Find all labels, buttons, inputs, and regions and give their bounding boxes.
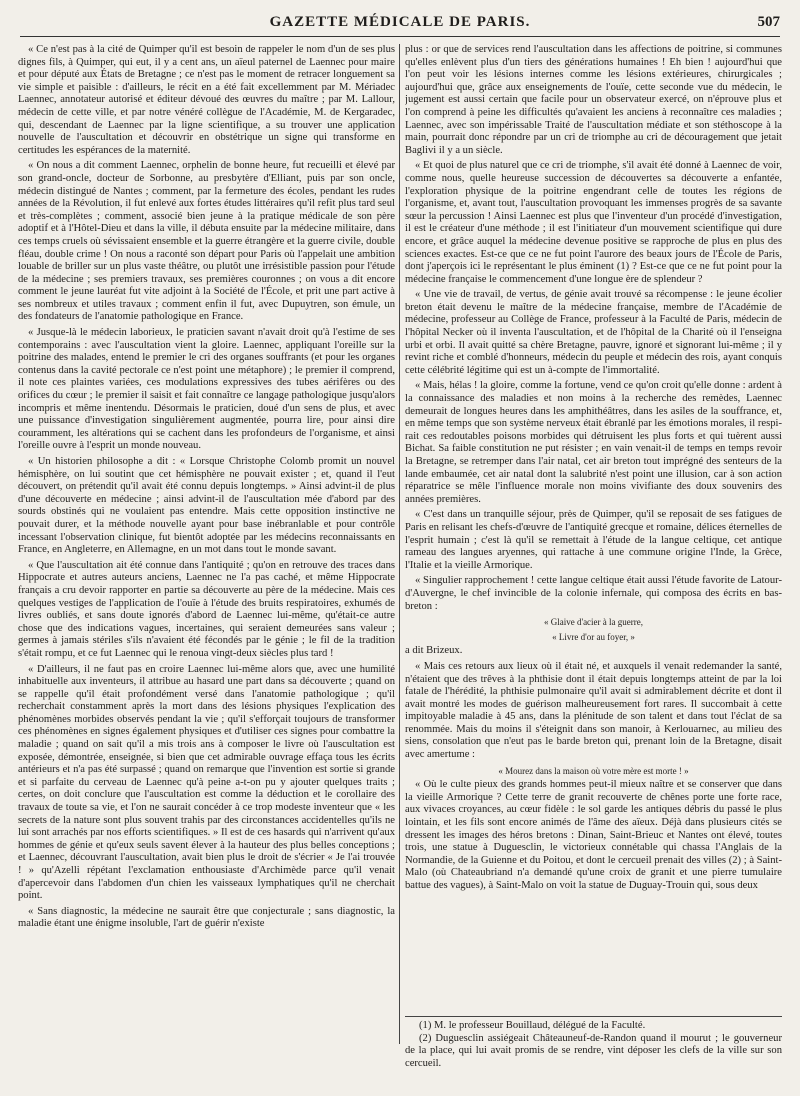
running-head: [20, 14, 780, 37]
paragraph: a dit Brizeux.: [405, 645, 463, 657]
paragraph: « Ce n'est pas à la cité de Quimper qu'il est besoin de rappeler le nom d'un de ses plus dignes fils, à Quimper, qui eut, il y a cent ans, un aïeul paternel de Laennec pour maire et pour député aux États de Bretagne ; ce n'est pas le moment de retracer longuement sa vie simple et paisible : d'ailleurs, le récit en a été fait excellemment par M. Mériadec Laennec, annotateur autorisé et éditeur dévoué des œuvres du maître ; par M. Lallour, médecin de cette ville, et par notre vénéré collègue de l'Académie, M. de Kergaradec, qui, descendant de Laennec par la ligne scientifique, a su trouver une application nouvelle de l'auscultation et découvrir en obstétrique un signe qui transforme en certitudes les espérances de la maternité.: [18, 44, 395, 156]
paragraph: « Singulier rapprochement ! cette langue celtique était aussi l'étude favorite de Latour-d'Auvergne, le chef invincible de la colonie infernale, qui composa des écrits en bas-breton :: [405, 575, 782, 612]
left-column: [18, 44, 395, 1044]
paragraph: « C'est dans un tranquille séjour, près de Quimper, qu'il se reposait de ses fatigues de Paris en relisant les chefs-d'œuvre de l'antiquité grecque et romaine, délices éternelles de l'esprit humain ; c'est là qu'il se remettait à l'étude de la langue celtique, cet antique rameau des langues aryennes, qui rattache à une commune origine l'Inde, la Grèce, l'Italie et la vieille Armorique.: [405, 509, 782, 571]
paragraph: « On nous a dit comment Laennec, orphelin de bonne heure, fut recueilli et élevé par son grand-oncle, docteur de Sorbonne, au presbytère d'Elliant, puis par son oncle, médecin distingué de Nantes ; comment, par la fermeture des écoles, pendant les rudes années de la Révolution, il fut enlevé aux fortes études littéraires qu'il refit plus tard seul et très-complètes ; comment, associé bien jeune à la pratique médicale de son père adoptif et à l'Hôtel-Dieu et dans la ville, il débuta ensuite par la médecine militaire, dans ces temps cruels où sévissaient ensemble et la guerre étrangère et la guerre civile, double fléau, double crime ! On nous a raconté son départ pour Paris où l'appelait une ambition louable de briller sur un plus vaste théâtre, ou plutôt une irrésistible passion pour l'étude de la médecine ; ses premiers travaux, ses premières couronnes ; on vous a dit encore comment le jeune lauréat fut vite adjoint à la Société de l'École, et prit une part active à ses nombreux et utiles travaux ; comment enfin il fut, avec Dupuytren, son émule, un des fondateurs de l'anatomie pathologique en France.: [18, 160, 395, 323]
paragraph: « Sans diagnostic, la médecine ne saurait être que conjecturale ; sans diagnostic, la maladie étant une énigme insoluble, l'art de guérir n'existe: [18, 905, 395, 930]
paragraph: plus : or que de services rend l'auscultation dans les affections de poitrine, si communes qu'elles enlèvent plus d'un tiers des générations humaines ! Eh bien ! aujourd'hui que l'on peut voir les lésions internes comme les lésions extérieures, chirurgicales ; aujourd'hui que, grâce aux enseignements de l'ouïe, cette seconde vue du médecin, le jugement est aussi certain que facile pour un observateur exercé, on n'éprouve plus et l'on comprend à peine les difficultés qu'avaient les anciens à reconnaître ces maladies ; Laennec, avec son impérissable Traité de l'auscultation médiate et son stéthoscope à la main, pourrait donc répondre par un cri de triomphe au cri de découragement que jetait Baglivi il y a un siècle.: [405, 44, 782, 156]
page-number: 507: [757, 14, 780, 30]
verse-line: « Glaive d'acier à la guerre,: [543, 617, 644, 628]
footnote: (1) M. le professeur Bouillaud, délégué de la Faculté.: [419, 1020, 646, 1031]
paragraph: « Où le culte pieux des grands hommes peut-il mieux naître et se conserver que dans la vieille Armorique ? Cette terre de granit recouverte de chênes porte une forte race, aux vivaces croyances, au cœur fidèle : le sol garde les antiques débris du passé le plus lointain, et les fils sont encore animés de l'âme des aïeux. Déjà dans plusieurs cités se dressent les images des héros bretons : Dinan, Saint-Brieuc et Nantes ont élevé, toutes trois, une statue à Duguesclin, le victorieux connétable qui chassa l'Anglais de la Normandie, de la Guienne et du Poitou, et dont le cercueil prenait des villes (2) ; à Saint-Malo (où Chateaubriand n'a demandé qu'une croix de granit et une pierre tumulaire battue des vagues), à Saint-Malo on voit la statue de Duguay-Trouin qui, sous deux: [405, 779, 782, 891]
verse-line: « Livre d'or au foyer, »: [552, 631, 635, 642]
paragraph: « Une vie de travail, de vertus, de génie avait trouvé sa récompense : le jeune écolier breton était devenu le maître de la médecine française, membre de l'Académie de médecine, professeur au Collège de France, professeur à la Faculté de Paris, médecin de l'hôpital Necker où il inventa l'auscultation, et de l'hôpital de la Charité où il l'enseigna urbi et orbi. Il avait quitté sa chère Bretagne, pauvre, ignoré et signorant lui-même ; il y revint riche et comblé d'honneurs, médecin du peuple et médecin des rois, ayant conquis cette célébrité légitime qui est un à-compte de l'immortalité.: [405, 289, 782, 376]
footnotes: [405, 1016, 782, 1070]
paragraph: « Jusque-là le médecin laborieux, le praticien savant n'avait droit qu'à l'estime de ses contemporains : avec l'auscultation vient la gloire. Laennec, appliquant l'oreille sur la poitrine des malades, entend le premier le cri des organes souffrants (et pour les organes contenus dans la cavité pectorale ce n'est point une métaphore) ; le premier il comprend, il note ces plaintes variées, ces modulations expressives des tubes aérifères ou des orifices du cœur ; le premier il saisit et fait connaître ce langage pathologique jusqu'alors incompris et même inentendu. Désormais le praticien, doué d'un sens de plus, et avec une puissance d'investigation singulièrement augmentée, pourra lire, pour ainsi dire couramment, les altérations qui se cachent dans les profondeurs de l'organisme, et ainsi l'oreille ouvre à l'esprit un monde nouveau.: [18, 327, 395, 452]
column-divider: [399, 44, 400, 1044]
right-column: [405, 44, 782, 1044]
footnote: (2) Duguesclin assiégeait Châteauneuf-de-Randon quand il mourut ; le gouverneur de la place, qui lui avait promis de se rendre, vint déposer les clefs de la ville sur son cercueil.: [405, 1032, 782, 1069]
paragraph: « D'ailleurs, il ne faut pas en croire Laennec lui-même alors que, avec une humilité inhabituelle aux inventeurs, il attribue au hasard une part dans sa découverte ; quand on se rappelle qu'il était profondément versé dans l'anatomie pathologique ; qu'il recherchait constamment après la mort dans des lésions physiques l'explication des phénomènes morbides observés pendant la vie ; qu'il s'efforçait toujours de transformer ces phénomènes en signes également physiques et d'utiliser ces signes pour combattre la maladie ; quand on sait qu'il a mis trois ans à composer le livre où l'auscultation est exposée, démontrée, enseignée, si bien que cet admirable ouvrage effaça tous les écrits antérieurs et n'a pas été surpassé ; quand on remarque que l'invention est sortie si grande et si parfaite du cerveau de Laennec qu'à peine a-t-on pu y ajouter quelques traits ; certes, on doit conclure que l'auscultation est comme la déduction et le corollaire des travaux de toute sa vie, et l'on ne saurait concéder à ce trop modeste inventeur que « les secrets de la nature sont plus souvent trahis par des circonstances accidentelles qu'ils ne lui sont arrachés par nos efforts scientifiques. » Il est de ces hasards qui n'arrivent qu'aux hommes de génie et qu'eux seuls savent élever à la hauteur des plus belles conceptions ; et Laennec, découvrant l'auscultation, avait bien plus le droit de s'écrier « Je l'ai trouvée ! » qu'Azelli répétant l'exclamation enthousiaste d'Archimède parce qu'il venait d'apercevoir dans l'abdomen d'un chien les vaisseaux lymphatiques qu'il ne cherchait point.: [18, 663, 395, 902]
paragraph: « Et quoi de plus naturel que ce cri de triomphe, s'il avait été donné à Laennec de voir, comme nous, quelle heureuse succession de découvertes sa découverte a enfantée, l'exploration physique de la poitrine engendrant celle de toutes les régions de l'organisme, et, avant tout, l'auscultation provoquant les immenses progrès de sa savante sœur la percussion ! Ainsi Laennec est plus que l'inventeur d'un procédé d'investigation, il est le créateur d'une méthode ; il est l'initiateur d'un mouvement scientifique qui dure encore, et grâce auquel la médecine devenue positive se rapproche de plus en plus des sciences exactes. Est-ce que ce ne fut point l'aurore des beaux jours de l'École de Paris, dont j'aperçois ici le représentant le plus éminent (1) ? Est-ce que ce ne fut point pour la médecine française le commencement d'une longue ère de splendeur ?: [405, 160, 782, 285]
paragraph: « Mais ces retours aux lieux où il était né, et auxquels il venait redemander la santé, n'étaient que des trêves à la phthisie dont il était depuis longtemps atteint de par la loi fatale de l'hérédité, la phthisie pulmonaire qu'il avait si admirablement décrite et dont il avait montré les modes de guérison malheureusement fort rares. Il succombait à cette impitoyable maladie à 45 ans, dans la plénitude de son talent et dans tout l'éclat de sa renommée. Mais du moins il s'éteignit dans son manoir, à Kerlouarnec, au milieu des siens, consolation que n'eut pas le barde breton qui, prenant loin de la Bretagne, disait avec amertume :: [405, 660, 782, 761]
verse-line: « Mourez dans la maison où votre mère est morte ! »: [498, 765, 689, 776]
paragraph: « Mais, hélas ! la gloire, comme la fortune, vend ce qu'on croit qu'elle donne : ardent à la connaissance des maladies et non moins à la recherche des remèdes, Laennec demeurait de longues heures dans les amphithéâtres, dans les asiles de la souffrance, et, en même temps que son système nerveux était ébranlé par les émotions morales, il respirait ces redoutables poisons morbides qui détruisent les plus forts et qui tuèrent aussi Bichat. Sa faible constitution ne put résister ; en vain venait-il de temps en temps revoir la Bretagne, se retremper dans l'air natal, cet air breton tout imprégné des senteurs de la lande embaumée, cet air natal dont la salubrité n'est point une illusion, car à son action réparatrice se mêle l'influence morale non moins vivifiante des doux souvenirs des années premières.: [405, 380, 782, 505]
paragraph: « Un historien philosophe a dit : « Lorsque Christophe Colomb promit un nouvel hémisphère, on lui soutint que cet hémisphère ne pouvait exister ; et, quand il l'eut découvert, on prétendit qu'il avait été connu depuis longtemps. » Ainsi advint-il de plus d'une découverte en médecine ; ainsi advint-il de l'auscultation mée d'abord par des sourds obstinés qui ne voulaient pas entendre. Mais cette opposition instinctive ne pouvait durer, et la méthode nouvelle ayant pour base inébranlable et pour contrôle incessant l'observation clinique, fut bientôt adoptée par les médecins reconnaissants en France, en Angleterre, en Allemagne, en un mot dans tout le monde savant.: [18, 456, 395, 556]
journal-title: GAZETTE MÉDICALE DE PARIS.: [269, 14, 531, 30]
paragraph: « Que l'auscultation ait été connue dans l'antiquité ; qu'on en retrouve des traces dans Hippocrate et autres auteurs anciens, Laennec ne l'a pas caché, et même Hippocrate français a cru devoir rapporter en partie sa découverte au père de la médecine. Mais ces quelques vestiges de l'application de l'ouïe à l'étude des bruits respiratoires, exhumés de livres oubliés, et sans doute ignorés d'abord de Laennec lui-même, qu'était-ce autre chose que des indications vagues, incertaines, qui seraient demeurées sans valeur ; germes à jamais stériles s'ils n'avaient été fécondés par le génie ; le fil de la tradition s'était rompu, et ce fut Laennec qui le renoua vingt-deux siècles plus tard !: [18, 559, 395, 659]
